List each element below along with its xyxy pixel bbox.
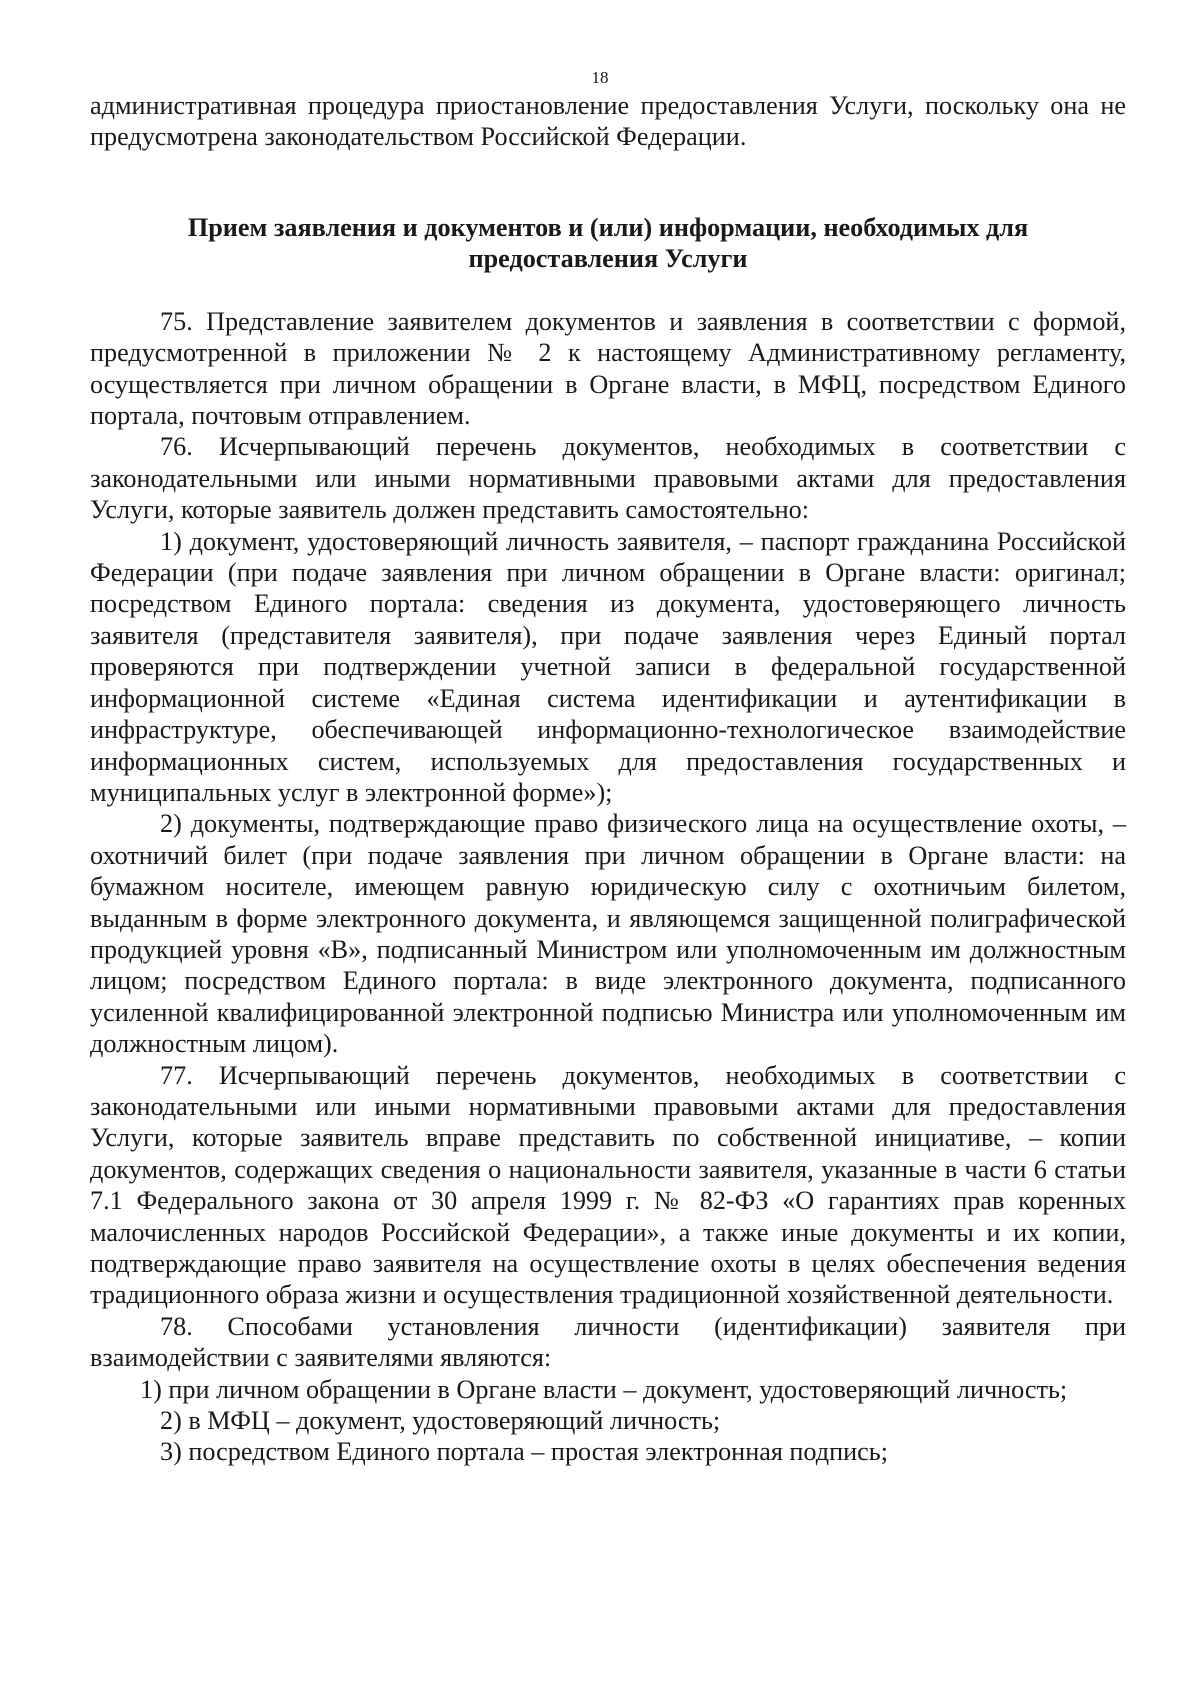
document-body — [90, 90, 1126, 1468]
paragraph-76-item-1: 1) документ, удостоверяющий личность заявителя, – паспорт гражданина Российской Федерации (при подаче заявления при личном обращении в Органе власти: оригинал; посредством Единого портала: сведения из документа, удостоверяющего личность заявителя (представителя заявителя), при подаче заявления через Единый портал проверяются при подтверждении учетной записи в федеральной государственной информационной системе «Единая система идентификации и аутентификации в инфраструктуре, обеспечивающей информационно-технологическое взаимодействие информационных систем, используемых для предоставления государственных и муниципальных услуг в электронной форме»); — [90, 526, 1126, 807]
paragraph-77: 77. Исчерпывающий перечень документов, необходимых в соответствии с законодательными или иными нормативными правовыми актами для предоставления Услуги, которые заявитель вправе представить по собственной инициативе, – копии документов, содержащих сведения о национальности заявителя, указанные в части 6 статьи 7.1 Федерального закона от 30 апреля 1999 г. № 82-ФЗ «О гарантиях прав коренных малочисленных народов Российской Федерации», а также иные документы и их копии, подтверждающие право заявителя на осуществление охоты в целях обеспечения ведения традиционного образа жизни и осуществления традиционной хозяйственной деятельности. — [90, 1060, 1126, 1310]
section-heading-line-1: Прием заявления и документов и (или) информации, необходимых для — [187, 212, 1029, 242]
intro-paragraph: административная процедура приостановление предоставления Услуги, поскольку она не предусмотрена законодательством Российской Федерации. — [90, 91, 1126, 152]
section-heading-line-2: предоставления Услуги — [468, 243, 748, 273]
paragraph-78-item-2: 2) в МФЦ – документ, удостоверяющий личность; — [160, 1406, 721, 1436]
paragraph-78-item-1: 1) при личном обращении в Органе власти – документ, удостоверяющий личность; — [140, 1374, 1068, 1404]
paragraph-75: 75. Представление заявителем документов и заявления в соответствии с формой, предусмотренной в приложении № 2 к настоящему Административному регламенту, осуществляется при личном обращении в Органе власти, в МФЦ, посредством Единого портала, почтовым отправлением. — [90, 306, 1126, 431]
paragraph-76: 76. Исчерпывающий перечень документов, необходимых в соответствии с законодательными или иными нормативными правовыми актами для предоставления Услуги, которые заявитель должен представить самостоятельно: — [90, 432, 1126, 525]
paragraph-78: 78. Способами установления личности (идентификации) заявителя при взаимодействии с заявителями являются: — [90, 1311, 1126, 1373]
paragraph-76-item-2: 2) документы, подтверждающие право физического лица на осуществление охоты, – охотничий билет (при подаче заявления при личном обращении в Органе власти: на бумажном носителе, имеющем равную юридическую силу с охотничьим билетом, выданным в форме электронного документа, и являющемся защищенной полиграфической продукцией уровня «В», подписанный Министром или уполномоченным им должностным лицом; посредством Единого портала: в виде электронного документа, подписанного усиленной квалифицированной электронной подписью Министра или уполномоченным им должностным лицом). — [90, 809, 1126, 1059]
paragraph-78-item-3: 3) посредством Единого портала – простая электронная подпись; — [160, 1437, 888, 1467]
page-number: 18 — [591, 68, 609, 87]
section-heading — [90, 212, 1126, 274]
